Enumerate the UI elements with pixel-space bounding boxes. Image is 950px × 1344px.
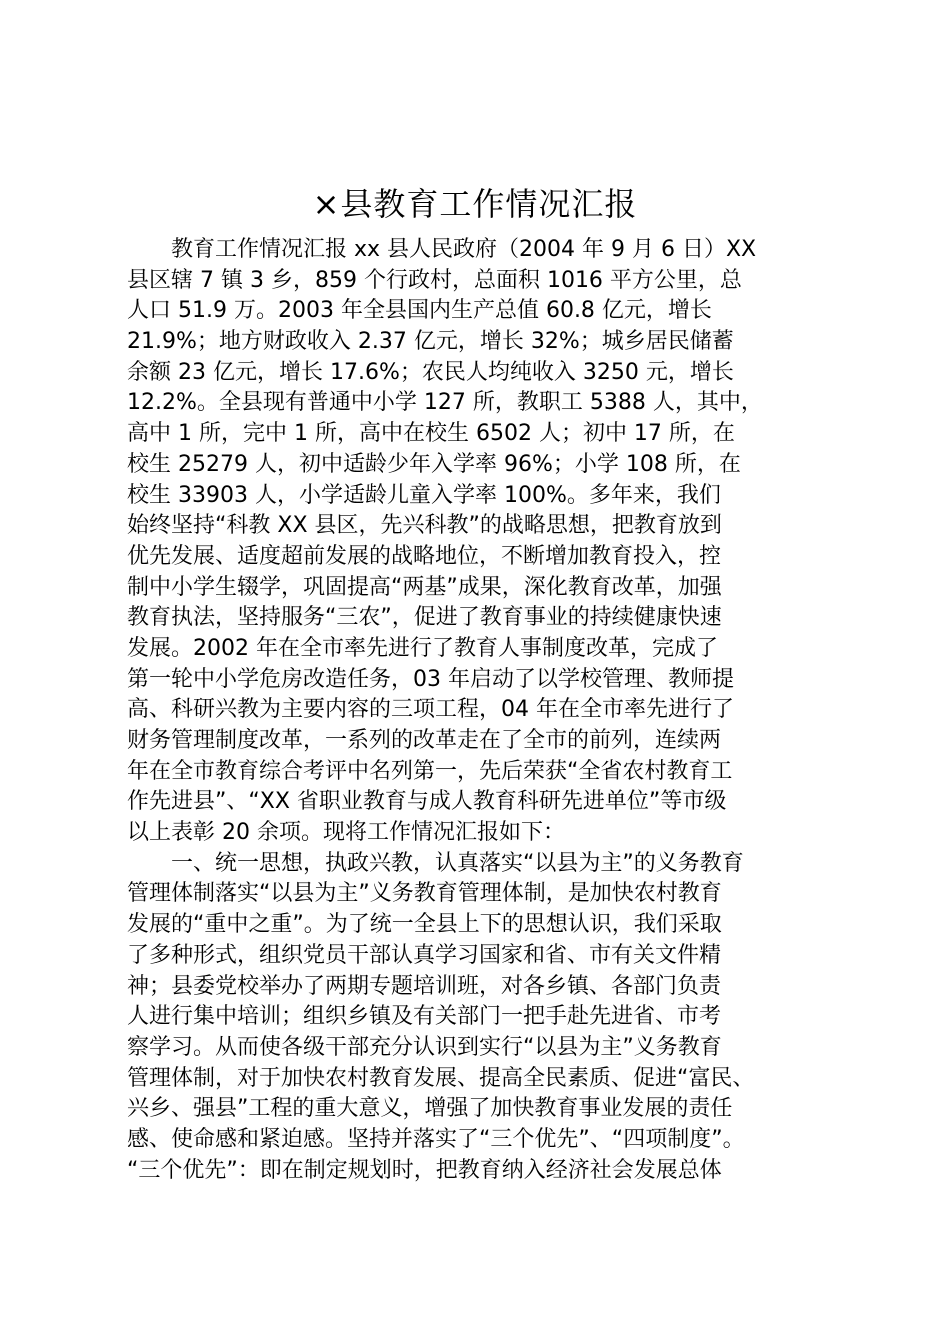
- body-line: 了多种形式，组织党员干部认真学习国家和省、市有关文件精: [127, 942, 722, 968]
- body-line: 感、使命感和紧迫感。坚持并落实了“三个优先”、“四项制度”。: [127, 1126, 745, 1152]
- body-line: 校生 33903 人，小学适龄儿童入学率 100%。多年来，我们: [127, 482, 721, 508]
- body-line: 21.9%；地方财政收入 2.37 亿元，增长 32%；城乡居民储蓄: [127, 329, 734, 355]
- body-line: 察学习。从而使各级干部充分认识到实行“以县为主”义务教育: [127, 1034, 722, 1060]
- body-line: 教育执法，坚持服务“三农”，促进了教育事业的持续健康快速: [127, 605, 722, 631]
- body-line: 人口 51.9 万。2003 年全县国内生产总值 60.8 亿元，增长: [127, 298, 712, 324]
- body-line: 县区辖 7 镇 3 乡，859 个行政村，总面积 1016 平方公里，总: [127, 267, 742, 293]
- body-line: 发展。2002 年在全市率先进行了教育人事制度改革，完成了: [127, 635, 718, 661]
- body-line: 校生 25279 人，初中适龄少年入学率 96%；小学 108 所，在: [127, 451, 741, 477]
- body-line: 年在全市教育综合考评中名列第一，先后荣获“全省农村教育工: [127, 758, 733, 784]
- body-line: 优先发展、适度超前发展的战略地位，不断增加教育投入，控: [127, 543, 722, 569]
- body-line: 人进行集中培训；组织乡镇及有关部门一把手赴先进省、市考: [127, 1004, 722, 1030]
- body-line: 管理体制落实“以县为主”义务教育管理体制，是加快农村教育: [127, 881, 722, 907]
- body-line: 始终坚持“科教 XX 县区，先兴科教”的战略思想，把教育放到: [127, 513, 722, 539]
- document-title: ×县教育工作情况汇报: [312, 185, 638, 223]
- body-line: 一、统一思想，执政兴教，认真落实“以县为主”的义务教育: [127, 850, 744, 876]
- body-line: 发展的“重中之重”。为了统一全县上下的思想认识，我们采取: [127, 912, 722, 938]
- body-line: 作先进县”、“XX 省职业教育与成人教育科研先进单位”等市级: [127, 789, 727, 815]
- body-line: 神；县委党校举办了两期专题培训班，对各乡镇、各部门负责: [127, 973, 722, 999]
- body-line: 以上表彰 20 余项。现将工作情况汇报如下：: [127, 820, 565, 846]
- body-line: 管理体制，对于加快农村教育发展、提高全民素质、促进“富民、: [127, 1065, 755, 1091]
- body-line: 兴乡、强县”工程的重大意义，增强了加快教育事业发展的责任: [127, 1096, 733, 1122]
- body-line: 第一轮中小学危房改造任务，03 年启动了以学校管理、教师提: [127, 666, 734, 692]
- body-line: 高、科研兴教为主要内容的三项工程，04 年在全市率先进行了: [127, 697, 734, 723]
- body-line: 制中小学生辍学，巩固提高“两基”成果，深化教育改革，加强: [127, 574, 722, 600]
- document-body: [127, 235, 857, 1186]
- body-line: 余额 23 亿元，增长 17.6%；农民人均纯收入 3250 元，增长: [127, 359, 734, 385]
- body-line: 12.2%。全县现有普通中小学 127 所，教职工 5388 人，其中，: [127, 390, 763, 416]
- body-line: 高中 1 所，完中 1 所，高中在校生 6502 人；初中 17 所，在: [127, 421, 735, 447]
- body-line: 财务管理制度改革，一系列的改革走在了全市的前列，连续两: [127, 728, 722, 753]
- body-line: 教育工作情况汇报 xx 县人民政府（2004 年 9 月 6 日）XX: [127, 237, 757, 262]
- body-line: “三个优先”：即在制定规划时，把教育纳入经济社会发展总体: [127, 1157, 722, 1183]
